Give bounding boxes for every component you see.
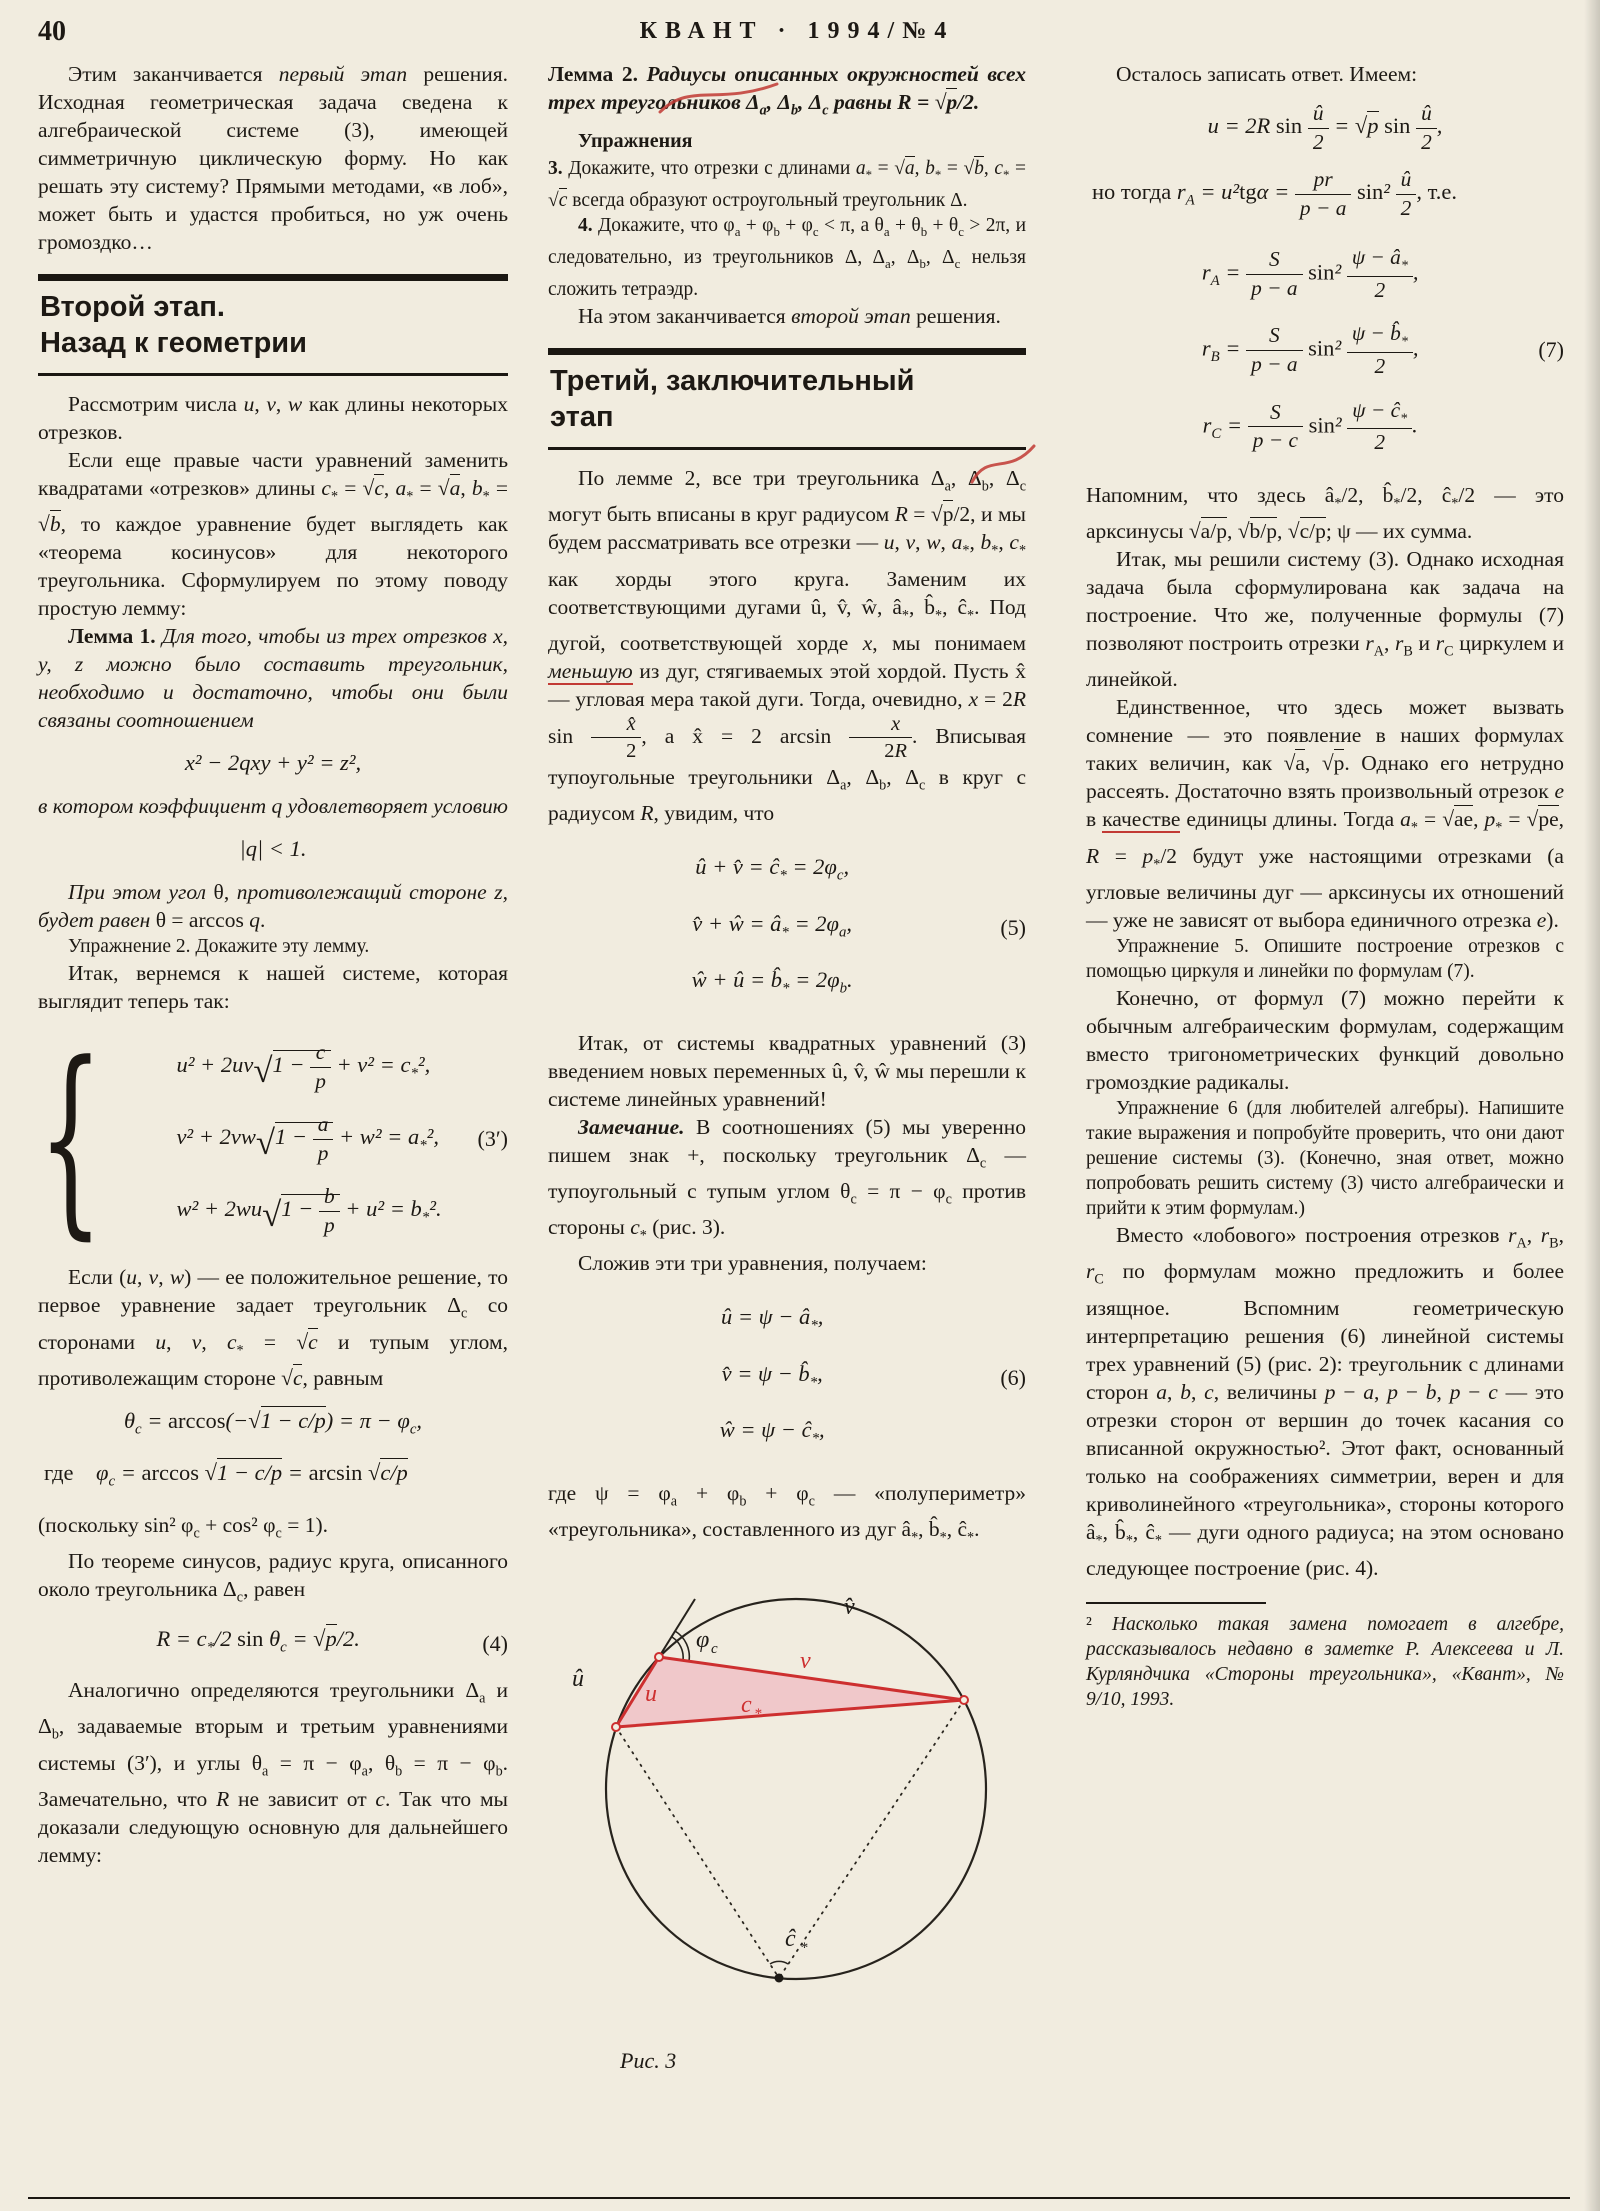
lemma-1-statement: Лемма 1. Для того, чтобы из трех отрезков x, y, z можно было составить треугольник, необходимо и достаточно, чтобы они были связаны соотношением	[38, 624, 509, 733]
equation-row: $r_B$ = $\frac{S}{p - a}$ sin² $\frac{\psi - b̂_*}{2}$ ,	[1201, 321, 1419, 379]
inscribed-angle-mark	[770, 1961, 788, 1964]
paragraph: Рассмотрим числа u, v, w как длины некоторых отрезков.	[38, 392, 508, 444]
paragraph: Итак, от системы квадратных уравнений (3) введением новых переменных û, v̂, ŵ мы перешли к системе линейных уравнений!	[548, 1030, 1026, 1111]
side-u-extension-line	[659, 1599, 695, 1657]
label-side-u: u	[645, 1680, 657, 1707]
column-middle	[548, 60, 1026, 2075]
label-side-v: v	[800, 1647, 811, 1674]
exercise-6: Упражнение 6 (для любителей алгебры). Напишите такие выражения и попробуйте проверить, что они дают решение системы (3). (Конечно, зная ответ, можно попробовать решить систему (3) чисто алгебраически и прийти к этим формулам.)	[1086, 1098, 1564, 1220]
equation-label-5: (5)	[1000, 914, 1026, 940]
equation-row: v̂ + ŵ = $â_* = 2\varphi_a$,	[692, 910, 853, 941]
formula-u-answer: u = 2R sin $\frac{û}{2}$ = √p sin $\frac{û}{2}$ ,	[1207, 101, 1443, 154]
paragraph: где $\psi = \varphi_a + \varphi_b + \varphi_c$ — «полупериметр» «треугольника», составленного из дуг $â_*$, $b̂_*$, $ĉ_*$.	[548, 1480, 1026, 1546]
arc-point-dot	[775, 1973, 784, 1982]
exercise-4: 4. Докажите, что $\varphi_a + \varphi_b + \varphi_c < \pi$, а $\theta_a + \theta_b + \theta_c > 2\pi$, и следовательно, из треугольников Δ, $\Delta_a$, $\Delta_b$, $\Delta_c$ нельзя сложить тетраэдр.	[548, 215, 1026, 300]
equation-system-5	[548, 843, 1026, 1013]
paragraph: в котором коэффициент q удовлетворяет условию	[38, 794, 508, 819]
figure-3	[548, 1574, 1026, 2075]
system-equations	[548, 843, 996, 1013]
page-bottom-rule	[28, 2197, 1570, 2200]
formula-q-condition: |q| < 1.	[239, 836, 307, 862]
equation-label-7: (7)	[1538, 337, 1564, 363]
system-brace: {	[38, 1020, 104, 1259]
equation-row: $r_A$ = $\frac{S}{p - a}$ sin² $\frac{\psi - â_*}{2}$ ,	[1201, 245, 1419, 302]
remark-paragraph: Замечание. В соотношениях (5) мы уверенно пишем знак +, поскольку треугольник $\Delta_c$ — тупоугольный с тупым углом $\theta_c = \pi - \varphi_c$ против стороны $c_*$ (рис. 3).	[548, 1114, 1027, 1244]
paragraph: (поскольку sin² $\varphi_c + \cos^2$ $\varphi_c = 1$).	[38, 1512, 328, 1542]
heading-line-2: Назад к геометрии	[40, 327, 307, 359]
paragraph: По теореме синусов, радиус круга, описанного около треугольника $\Delta_c$, равен	[38, 1549, 508, 1606]
exercise-2: Упражнение 2. Докажите эту лемму.	[68, 936, 370, 958]
paragraph: Сложив эти три уравнения, получаем:	[578, 1251, 927, 1276]
journal-title: КВАНТ · 1994/№4	[639, 18, 955, 44]
equation-system-7	[1086, 236, 1564, 465]
label-arc-u: û	[572, 1665, 584, 1692]
paragraph-first-stage-end: Этим заканчивается первый этап решения. Исходная геометрическая задача сведена к алгебраической системе (3), имеющей симметричную циклическую форму. Но как решать эту систему? Прямыми методами, «в лоб», может быть и удастся пробиться, но уж очень громоздко…	[38, 62, 508, 254]
paragraph: Если еще правые части уравнений заменить квадратами «отрезков» длины $c_* = √c$, $a_* = √a$, $b_* = √b$, то каждое уравнение будет выглядеть как «теорема косинусов» для некоторого треугольника. Сформулируем по этому поводу простую лемму:	[38, 448, 508, 621]
label-angle-phi-sub: c	[711, 1640, 718, 1657]
equation-label-6: (6)	[1000, 1365, 1026, 1391]
vertex-c	[612, 1723, 620, 1731]
equation-row: v̂ = $\psi - b̂_*$,	[721, 1360, 823, 1391]
equation-row: v² + 2vw√1 − $\frac{a}{p}$ + $w^2 = a_*^2$,	[176, 1112, 440, 1165]
label-arc-c-sub: *	[800, 1939, 808, 1956]
formula-phi-c: где $\varphi_c = \arccos √1 - c/p = \arcsin √c/p$	[44, 1460, 408, 1490]
equation-row: w² + 2wu√1 − $\frac{b}{p}$ + $u^2 = b_*^2$.	[176, 1184, 442, 1237]
exercises-heading: Упражнения	[578, 130, 693, 153]
exercise-3: 3. Докажите, что отрезки с длинами $a_* = √a$, $b_* = √b$, $c_* = √c$ всегда образуют остроугольный треугольник Δ.	[548, 158, 1027, 212]
paragraph: На этом заканчивается второй этап решения.	[578, 303, 1001, 328]
equation-label-4: (4)	[482, 1630, 508, 1656]
section-heading-second-stage	[38, 274, 508, 376]
equation-row: ŵ = $\psi - ĉ_*$,	[719, 1417, 825, 1447]
dashed-line-c-to-arc-point	[616, 1727, 779, 1978]
equation-system-3prime	[38, 1020, 508, 1259]
label-angle-phi: φ	[696, 1626, 710, 1653]
footnote-separator	[1086, 1602, 1266, 1604]
formula-cosine-relation: x² − 2qxy + y² = z²,	[184, 750, 362, 776]
paragraph: Единственное, что здесь может вызвать сомнение — это появление в наших формулах таких величин, как √a, √p. Однако его нетрудно рассеять. Достаточно взять произвольный отрезок e в качестве единицы длины. Тогда $a_* = √ae$, $p_* = √pe$, $R = p_*/2$ будут уже настоящими отрезками (а угловые величины дуг — арксинусы их отношений — уже не зависят от выбора единичного отрезка e).	[1086, 695, 1564, 933]
paragraph: При этом угол θ, противолежащий стороне z, будет равен θ = arccos q.	[38, 880, 508, 933]
label-arc-v: v̂	[844, 1593, 855, 1620]
paragraph: Итак, вернемся к нашей системе, которая выглядит теперь так:	[38, 961, 508, 1014]
paragraph: Если (u, v, w) — ее положительное решение, то первое уравнение задает треугольник $\Delta_c$ со сторонами u, v, $c_* = √c$ и тупым углом, противолежащим стороне √c, равным	[38, 1265, 509, 1390]
section-heading-third-stage	[548, 348, 1026, 450]
formula-ra-derivation: но тогда $r_A = u^2tg\alpha$ = $\frac{pr}{p - a}$ sin² $\frac{û}{2}$ , т.е.	[1092, 167, 1457, 220]
equation-row: û + v̂ = $ĉ_* = 2\varphi_c$,	[695, 854, 850, 884]
formula-theta-c: $\theta_c = \arccos(-√1 - c/p) = \pi - \varphi_c$,	[123, 1407, 423, 1438]
figure-3-drawing	[548, 1574, 1026, 2036]
label-arc-c: ĉ	[785, 1925, 796, 1952]
equation-row: u² + 2uv√1 − $\frac{c}{p}$ + $v^2 = c_*^2$,	[176, 1040, 431, 1093]
footnote: ² Насколько такая замена помогает в алгебре, рассказывалось недавно в заметке Р. Алексеева и Л. Курляндчика «Стороны треугольника», «Квант», № 9/10, 1993.	[1086, 1613, 1564, 1710]
paragraph: Напомним, что здесь $â_*/2$, $b̂_*/2$, $ĉ_*/2$ — это арксинусы √a/p, √b/p, √c/p; ψ — их сумма.	[1086, 482, 1564, 544]
formula-radius	[38, 1625, 508, 1662]
equation-row: ŵ + û = $b̂_* = 2\varphi_b$.	[691, 967, 853, 997]
system-equations	[1086, 236, 1534, 465]
paragraph: По лемме 2, все три треугольника $\Delta_a$, $\Delta_b$, $\Delta_c$ могут быть вписаны в круг радиусом R = √p/2, и мы будем рассматривать все отрезки — u, v, w, $a_*$, $b_*$, $c_*$ как хорды этого круга. Заменим их соответствующими дугами û, v̂, ŵ, $â_*$, $b̂_*$, $ĉ_*$. Под дугой, соответствующей хорде x, мы понимаем меньшую из дуг, стягиваемых этой хордой. Пусть x̂ — угловая мера такой дуги. Тогда, очевидно, x = 2R sin $\frac{x̂}{2}$ , а x̂ = 2 arcsin $\frac{x}{2R}$ . Вписывая тупоугольные треугольники $\Delta_a$, $\Delta_b$, $\Delta_c$ в круг с радиусом R, увидим, что	[548, 465, 1027, 826]
paragraph: Аналогично определяются треугольники $\Delta_a$ и $\Delta_b$, задаваемые вторым и третьим уравнениями системы (3′), и углы $\theta_a = \pi - \varphi_a$, $\theta_b = \pi - \varphi_b$. Замечательно, что R не зависит от c. Так что мы доказали следующую основную для дальнейшего лемму:	[38, 1677, 509, 1867]
label-side-c: c	[741, 1691, 752, 1718]
heading-line-1: Третий, заключительный	[550, 364, 915, 397]
angle-phi-c-arc-outer	[675, 1631, 689, 1661]
heading-line-2: этап	[550, 400, 614, 433]
inscribed-triangle	[616, 1657, 964, 1727]
equation-row: û = $\psi - â_*$,	[720, 1304, 824, 1334]
page-header	[38, 14, 1556, 50]
exercise-5: Упражнение 5. Опишите построение отрезков с помощью циркуля и линейки по формулам (7).	[1086, 936, 1564, 983]
equation-row: $r_C$ = $\frac{S}{p - c}$ sin² $\frac{\psi - ĉ_*}{2}$ .	[1202, 397, 1418, 455]
equation-system-6	[548, 1293, 1026, 1463]
lemma-2-statement: Лемма 2. Радиусы описанных окружностей всех трех треугольников $\Delta_a$, $\Delta_b$, $\Delta_c$ равны R = √p/2.	[548, 62, 1026, 119]
formula-radius-body: $R = c_*/2$ $\sin \theta_c = √p/2$.	[156, 1626, 360, 1656]
system-equations	[168, 1031, 473, 1247]
figure-caption: Рис. 3	[620, 2047, 677, 2073]
column-right	[1086, 60, 1564, 1712]
label-side-c-sub: *	[754, 1705, 762, 1722]
column-left	[38, 60, 508, 1869]
paragraph: Вместо «лобового» построения отрезков $r_A$, $r_B$, $r_C$ по формулам можно предложить и более изящное. Вспомним геометрическую интерпретацию решения (6) линейной системы трех уравнений (5) (рис. 2): треугольник с длинами сторон a, b, c, величины p − a, p − b, p − c — это отрезки сторон от вершин до точек касания со вписанной окружностью². Этот факт, основанный только на соображениях симметрии, верен и для криволинейного «треугольника», стороны которого $â_*$, $b̂_*$, $ĉ_*$ — дуги одного радиуса; на этом основано следующее построение (рис. 4).	[1086, 1223, 1565, 1580]
vertex-a	[655, 1653, 663, 1661]
vertex-b	[960, 1696, 968, 1704]
paragraph: Итак, мы решили систему (3). Однако исходная задача была сформулирована как задача на построение. Что же, полученные формулы (7) позволяют построить отрезки $r_A$, $r_B$ и $r_C$ циркулем и линейкой.	[1086, 547, 1565, 692]
paragraph: Осталось записать ответ. Имеем:	[1116, 62, 1418, 86]
page-number: 40	[38, 16, 66, 47]
heading-line-1: Второй этап.	[40, 291, 225, 323]
system-equations	[548, 1293, 996, 1463]
paragraph: Конечно, от формул (7) можно перейти к обычным алгебраическим формулам, содержащим вместо тригонометрических функций довольно громоздкие радикалы.	[1086, 986, 1564, 1095]
equation-label-3prime: (3′)	[477, 1126, 508, 1152]
dashed-line-b-to-arc-point	[779, 1700, 964, 1978]
